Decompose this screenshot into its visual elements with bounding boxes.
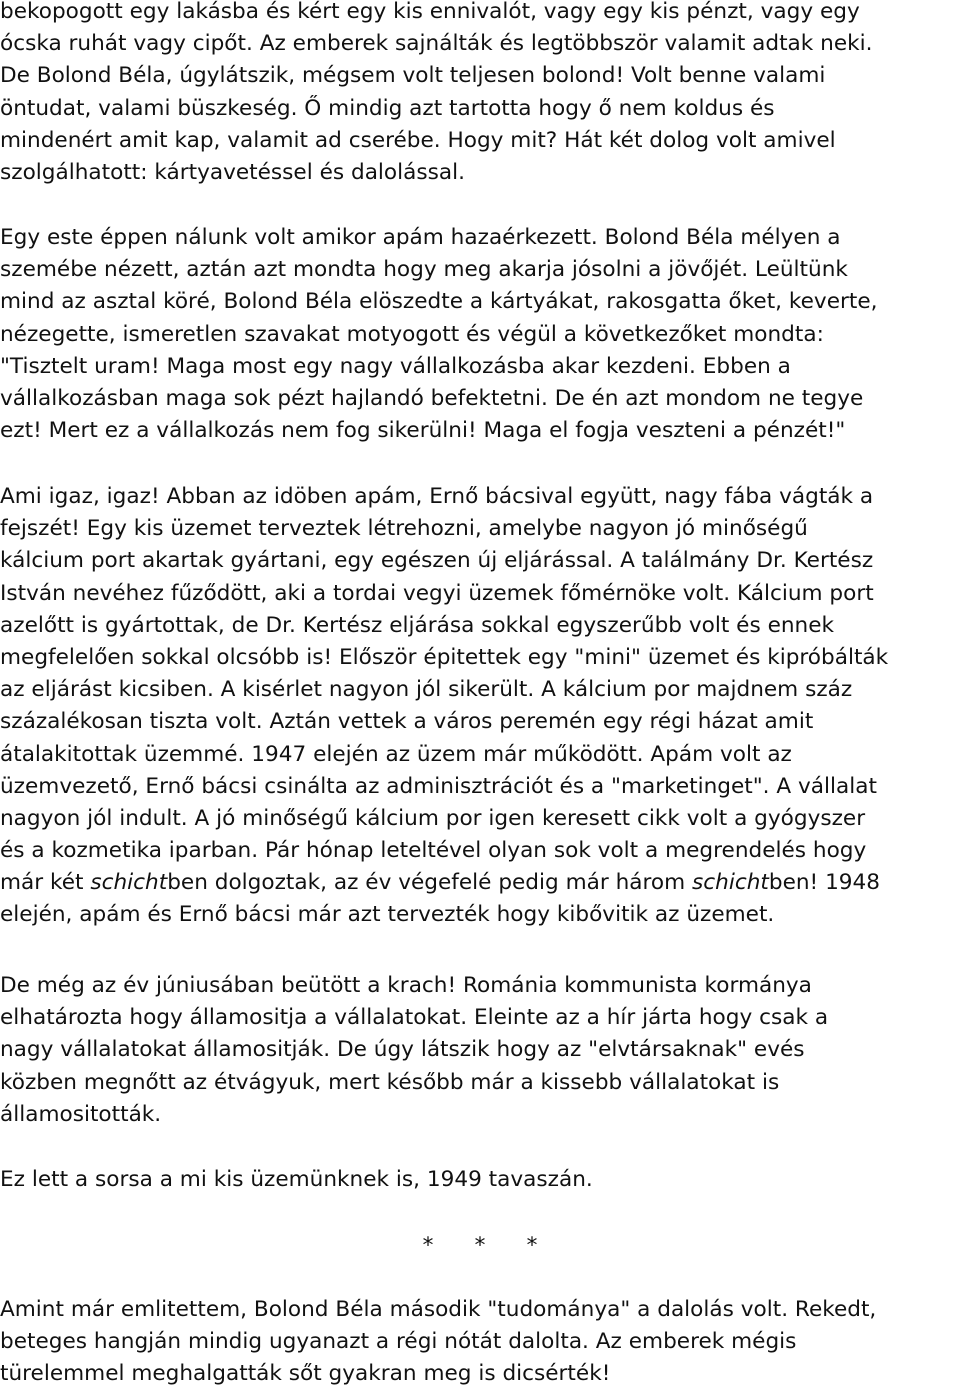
text-line: mindenért amit kap, valamit ad cserébe. Hogy mit? Hát két dolog volt amivel <box>0 127 836 153</box>
text-line: azelőtt is gyártottak, de Dr. Kertész eljárása sokkal egyszerűbb volt és ennek <box>0 612 835 638</box>
text-line: De még az év júniusában beütött a krach! Románia kommunista kormánya <box>0 973 812 998</box>
text-line: közben megnőtt az étvágyuk, mert később már a kissebb vállalatokat is <box>0 1069 780 1095</box>
text-line: nézegette, ismeretlen szavakat motyogott és végül a következőket mondta: <box>0 321 824 347</box>
text-line: "Tisztelt uram! Maga most egy nagy vállalkozásba akar kezdeni. Ebben a <box>0 353 791 379</box>
text-run: ben dolgoztak, az év végefelé pedig már három <box>167 870 693 896</box>
text-line: Egy este éppen nálunk volt amikor apám hazaérkezett. Bolond Béla mélyen a <box>0 225 841 250</box>
text-line: megfelelően sokkal olcsóbb is! Először épitettek egy "mini" üzemet és kipróbálták <box>0 644 889 670</box>
paragraph-5 <box>0 1164 960 1196</box>
text-line: Ami igaz, igaz! Abban az idöben apám, Ernő bácsival együtt, nagy fába vágták a <box>0 484 874 509</box>
text-line: százalékosan tiszta volt. Aztán vettek a város peremén egy régi házat amit <box>0 709 814 735</box>
paragraph-4 <box>0 970 960 1131</box>
text-line: beteges hangján mindig ugyanazt a régi nótát dalolta. Az emberek mégis <box>0 1329 797 1355</box>
text-line: államositották. <box>0 1101 162 1127</box>
text-line: ócska ruhát vagy cipőt. Az emberek sajnálták és legtöbbször valamit adtak neki. <box>0 31 873 57</box>
italic-word: schicht <box>692 870 769 896</box>
text-line: kálcium port akartak gyártani, egy egészen új eljárással. A találmány Dr. Kertész <box>0 548 874 574</box>
text-line: István nevéhez fűződött, aki a tordai vegyi üzemek főmérnöke volt. Kálcium port <box>0 580 874 606</box>
paragraph-2 <box>0 222 960 447</box>
text-line: ezt! Mert ez a vállalkozás nem fog sikerülni! Maga el fogja veszteni a pénzét!" <box>0 418 846 444</box>
text-line: Ez lett a sorsa a mi kis üzemünknek is, 1949 tavaszán. <box>0 1167 593 1192</box>
text-line: elhatározta hogy államositja a vállalatokat. Eleinte az a hír járta hogy csak a <box>0 1005 829 1031</box>
text-line: vállalkozásban maga sok pézt hajlandó befektetni. De én azt mondom ne tegye <box>0 385 864 411</box>
text-line: De Bolond Béla, úgylátszik, mégsem volt teljesen bolond! Volt benne valami <box>0 63 826 89</box>
text-line-mixed <box>0 867 960 899</box>
text-line: nagyon jól indult. A jó minőségű kálcium por igen keresett cikk volt a gyógyszer <box>0 805 866 831</box>
text-run: ben! 1948 <box>768 870 881 896</box>
text-line: az eljárást kicsiben. A kisérlet nagyon jól sikerült. A kálcium por majdnem száz <box>0 677 853 703</box>
paragraph-6 <box>0 1294 960 1391</box>
text-line: fejszét! Egy kis üzemet terveztek létrehozni, amelybe nagyon jó minőségű <box>0 516 808 542</box>
text-line: nagy vállalatokat államositják. De úgy látszik hogy az "elvtársaknak" evés <box>0 1037 805 1063</box>
text-line: átalakitottak üzemmé. 1947 elején az üzem már működött. Apám volt az <box>0 741 792 767</box>
paragraph-1 <box>0 0 960 189</box>
paragraph-3 <box>0 481 960 932</box>
text-line: üzemvezető, Ernő bácsi csinálta az adminisztrációt és a "marketinget". A vállalat <box>0 773 877 799</box>
text-line: és a kozmetika iparban. Pár hónap leteltével olyan sok volt a megrendelés hogy <box>0 838 867 864</box>
text-line: Amint már emlitettem, Bolond Béla második "tudománya" a dalolás volt. Rekedt, <box>0 1297 877 1322</box>
section-separator: * * * <box>421 1233 539 1258</box>
text-line: bekopogott egy lakásba és kért egy kis ennivalót, vagy egy kis pénzt, vagy egy <box>0 0 860 24</box>
text-line: öntudat, valami büszkeség. Ő mindig azt tartotta hogy ő nem koldus és <box>0 95 775 121</box>
text-line: szemébe nézett, aztán azt mondta hogy meg akarja jósolni a jövőjét. Leültünk <box>0 257 848 283</box>
text-line: szolgálhatott: kártyavetéssel és dalolással. <box>0 159 465 185</box>
text-run: már két <box>0 870 91 896</box>
text-line: mind az asztal köré, Bolond Béla elöszedte a kártyákat, rakosgatta őket, keverte, <box>0 289 878 315</box>
text-line: elején, apám és Ernő bácsi már azt tervezték hogy kibővitik az üzemet. <box>0 902 775 928</box>
text-line: türelemmel meghalgatták sőt gyakran meg is dicsérték! <box>0 1361 611 1387</box>
italic-word: schicht <box>90 870 168 896</box>
